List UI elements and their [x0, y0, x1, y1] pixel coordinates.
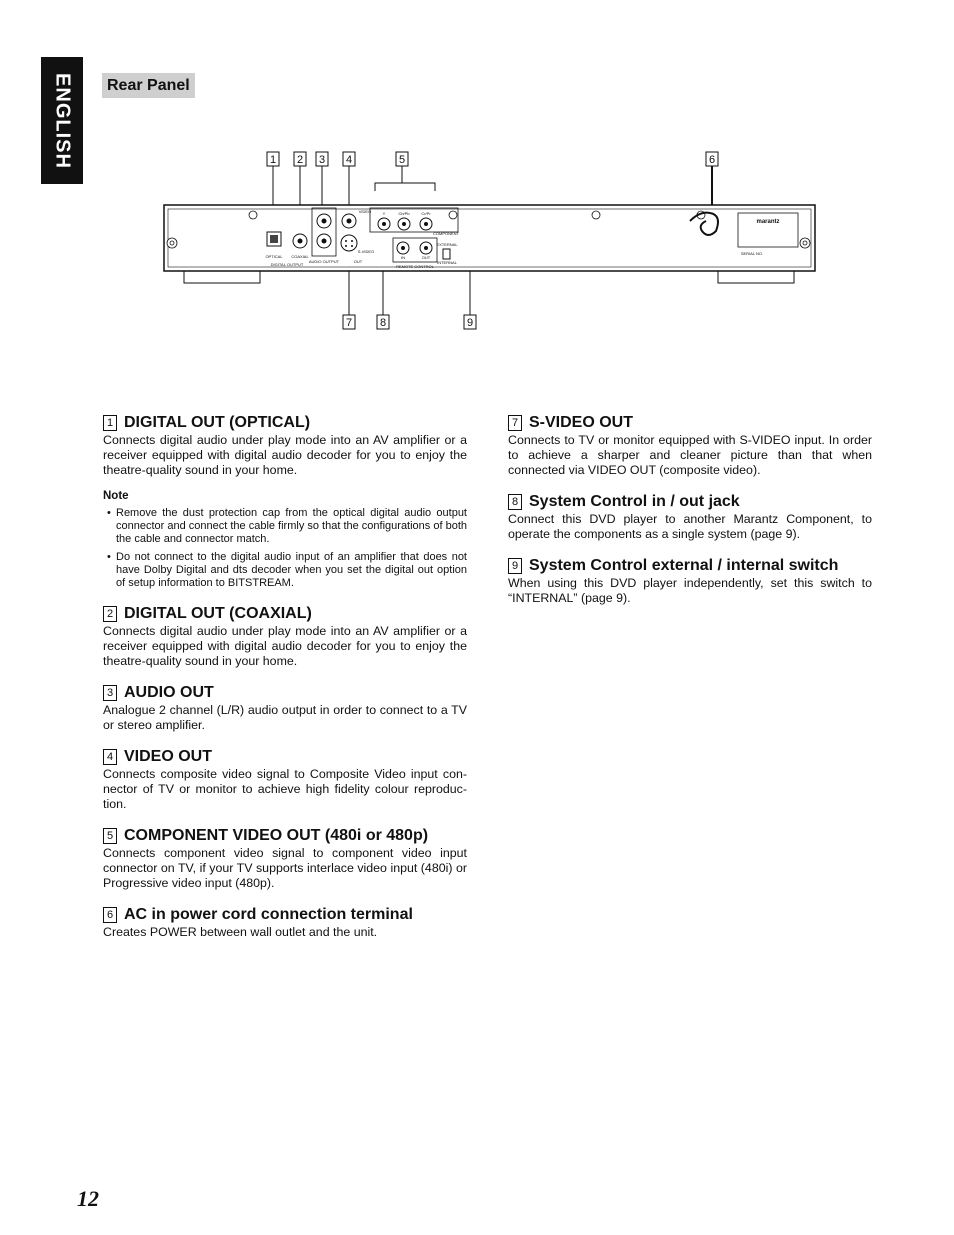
item-number: 8	[508, 494, 522, 510]
label-internal: INTERNAL	[437, 260, 457, 265]
item-description: Analogue 2 channel (L/R) audio output in order to connect to a TV or stereo amplifier.	[103, 703, 467, 732]
item-video-out	[103, 747, 467, 812]
svg-text:1: 1	[269, 154, 277, 166]
label-y: Y	[382, 211, 386, 216]
label-audio-output: AUDIO OUTPUT	[308, 259, 340, 264]
rear-panel-diagram	[150, 145, 830, 345]
item-number: 1	[103, 415, 117, 431]
brand-logo: marantz	[756, 219, 780, 225]
item-number: 9	[508, 558, 522, 574]
callout-1	[267, 152, 279, 166]
right-column	[508, 413, 872, 620]
item-number: 2	[103, 606, 117, 622]
page-number: 12	[77, 1186, 99, 1211]
label-optical: OPTICAL	[265, 254, 283, 259]
svg-text:2: 2	[296, 154, 304, 166]
label-serial: SERIAL NO.	[740, 251, 764, 256]
item-title: DIGITAL OUT (COAXIAL)	[124, 605, 312, 622]
item-description: Connects component video signal to component video input connector on TV, if your TV supports interlace video input (480i) or Progressive video input (480p).	[103, 846, 467, 890]
note-title: Note	[103, 490, 129, 502]
label-cb-pb: Cb/Pb	[398, 211, 410, 216]
callout-9	[464, 315, 476, 329]
callout-7	[343, 315, 355, 329]
svg-text:7: 7	[345, 317, 353, 329]
svg-text:8: 8	[379, 317, 387, 329]
item-title: AUDIO OUT	[124, 684, 214, 701]
label-cr-pr: Cr/Pr	[421, 211, 431, 216]
item-number: 7	[508, 415, 522, 431]
label-external: EXTERNAL	[436, 242, 458, 247]
item-title: AC in power cord connection terminal	[124, 906, 413, 923]
label-coaxial: COAXIAL	[291, 254, 309, 259]
item-description: When using this DVD player independently, set this switch to “INTERNAL” (page 9).	[508, 576, 872, 605]
callout-3	[316, 152, 328, 166]
language-tab	[41, 57, 83, 184]
item-title: System Control external / internal switch	[529, 557, 839, 574]
item-title: S-VIDEO OUT	[529, 414, 634, 431]
label-digital-output: DIGITAL OUTPUT	[270, 262, 304, 267]
svg-text:5: 5	[398, 154, 406, 166]
item-description: Creates POWER between wall outlet and the unit.	[103, 925, 378, 939]
note-list	[103, 507, 467, 590]
item-description: Connects digital audio under play mode into an AV amplifier or a receiver equipped with digital audio decoder for you to enjoy the theatre-quality sound in your home.	[103, 433, 467, 477]
svg-text:4: 4	[345, 154, 353, 166]
callout-8	[377, 315, 389, 329]
rear-panel-illustration	[150, 145, 830, 345]
callout-2	[294, 152, 306, 166]
svg-text:3: 3	[318, 154, 326, 166]
item-description: Connects composite video signal to Composite Video input con-nector of TV or monitor to achieve high fidelity colour reproduc-tion.	[103, 767, 467, 811]
item-title: COMPONENT VIDEO OUT (480i or 480p)	[124, 827, 429, 844]
item-s-video-out	[508, 413, 872, 478]
item-system-control-jack	[508, 492, 872, 542]
item-ac-in	[103, 905, 467, 940]
label-in: IN	[401, 255, 405, 260]
item-title: System Control in / out jack	[529, 493, 740, 510]
note-item: • Do not connect to the digital audio input of an amplifier that does not have Dolby Digital and dts decoder when you set the digital out option of setup information to BITSTREAM.	[103, 551, 467, 590]
label-s-video: S-VIDEO	[357, 249, 375, 254]
note-item: • Remove the dust protection cap from the optical digital audio output connector and connect the cable firmly so that the configurations of both the cable and connector match.	[103, 507, 467, 546]
item-digital-out-coaxial	[103, 604, 467, 669]
item-number: 3	[103, 685, 117, 701]
item-component-video-out	[103, 826, 467, 891]
callout-6	[706, 152, 718, 166]
callout-4	[343, 152, 355, 166]
item-description: Connects digital audio under play mode into an AV amplifier or a receiver equipped with digital audio decoder for you to enjoy the theatre-quality sound in your home.	[103, 624, 467, 668]
label-video-out: OUT	[353, 259, 363, 264]
item-description: Connect this DVD player to another Marantz Component, to operate the components as a single system (page 9).	[508, 512, 872, 541]
label-out: OUT	[421, 255, 431, 260]
left-column	[103, 413, 467, 954]
section-title: Rear Panel	[102, 73, 195, 98]
item-title: VIDEO OUT	[124, 748, 213, 765]
rear-panel-body	[164, 205, 815, 283]
item-number: 6	[103, 907, 117, 923]
label-component: COMPONENT	[433, 231, 459, 236]
item-digital-out-optical	[103, 413, 467, 590]
svg-text:9: 9	[466, 317, 474, 329]
label-video: VIDEO	[358, 209, 372, 214]
item-title: DIGITAL OUT (OPTICAL)	[124, 414, 311, 431]
item-number: 5	[103, 828, 117, 844]
item-audio-out	[103, 683, 467, 733]
item-description: Connects to TV or monitor equipped with S-VIDEO input. In order to achieve a sharper and cleaner picture than that when connected via VIDEO OUT (composite video).	[508, 433, 872, 477]
item-system-control-switch	[508, 556, 872, 606]
item-number: 4	[103, 749, 117, 765]
svg-text:6: 6	[708, 154, 716, 166]
label-remote-control: REMOTE CONTROL	[396, 264, 434, 269]
language-tab-label: ENGLISH	[51, 72, 74, 169]
callout-5	[396, 152, 408, 166]
